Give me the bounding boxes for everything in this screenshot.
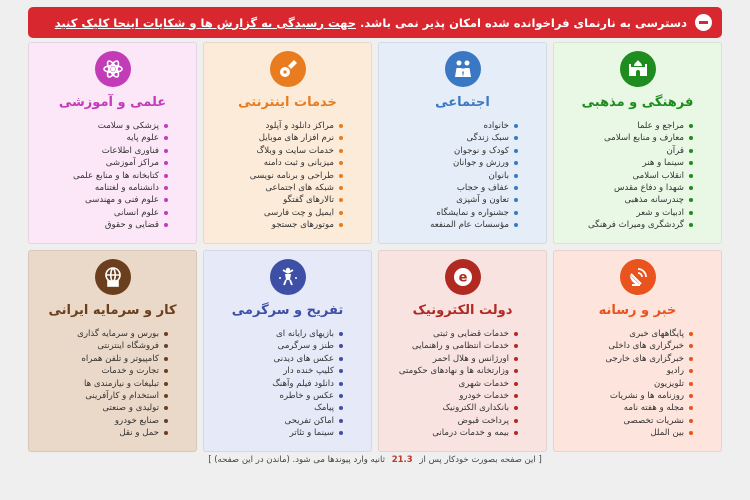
category-link-list <box>387 328 538 440</box>
category-title[interactable]: فرهنگی و مذهبی <box>581 95 694 110</box>
category-link[interactable]: بورس و سرمایه گذاری <box>37 328 168 340</box>
category-link[interactable]: فروشگاه اینترنتی <box>37 340 168 352</box>
category-link[interactable]: ادبیات و شعر <box>562 207 693 219</box>
category-link[interactable]: علوم انسانی <box>37 207 168 219</box>
satellite-dish-icon <box>620 259 656 295</box>
svg-text:e: e <box>458 270 467 286</box>
e-government-icon <box>445 259 481 295</box>
category-card <box>553 250 722 452</box>
category-link[interactable]: نرم افزار های موبایل <box>212 132 343 144</box>
globe-briefcase-icon <box>95 259 131 295</box>
category-link[interactable]: مؤسسات عام المنفعه <box>387 219 518 231</box>
category-link[interactable]: خدمات سایت و وبلاگ <box>212 145 343 157</box>
category-link[interactable]: خدمات خودرو <box>387 390 518 402</box>
countdown-value: 21.3 <box>391 455 413 465</box>
category-link[interactable]: بانوان <box>387 170 518 182</box>
category-link-list <box>212 120 363 232</box>
category-link-list <box>212 328 363 440</box>
category-title[interactable]: اجتماعی <box>435 95 490 110</box>
category-link[interactable]: سبک زندگی <box>387 132 518 144</box>
category-link[interactable]: پزشکی و سلامت <box>37 120 168 132</box>
footer-suffix[interactable]: ثانیه وارد پیوندها می شود. (ماندن در این صفحه) ] <box>208 455 386 465</box>
minus-circle-icon <box>695 14 712 31</box>
atom-icon <box>95 51 131 87</box>
category-link[interactable]: قضایی و حقوق <box>37 219 168 231</box>
category-card <box>553 42 722 244</box>
category-link[interactable]: کلیپ خنده دار <box>212 365 343 377</box>
category-link[interactable]: تبلیغات و نیازمندی ها <box>37 378 168 390</box>
footer-prefix: [ این صفحه بصورت خودکار پس از <box>419 455 542 465</box>
category-link-list <box>37 120 188 232</box>
category-link[interactable]: موتورهای جستجو <box>212 219 343 231</box>
category-link[interactable]: خبرگزاری های خارجی <box>562 353 693 365</box>
category-link[interactable]: عفاف و حجاب <box>387 182 518 194</box>
category-link[interactable]: روزنامه ها و نشریات <box>562 390 693 402</box>
category-link[interactable]: عکس و خاطره <box>212 390 343 402</box>
category-title[interactable]: خدمات اینترنتی <box>238 95 337 110</box>
category-link[interactable]: خبرگزاری های داخلی <box>562 340 693 352</box>
category-link[interactable]: عکس های دیدنی <box>212 353 343 365</box>
category-link[interactable]: تالارهای گفتگو <box>212 194 343 206</box>
category-card <box>28 42 197 244</box>
category-link[interactable]: تلویزیون <box>562 378 693 390</box>
category-link-list <box>562 120 713 232</box>
category-link[interactable]: گردشگری ومیراث فرهنگی <box>562 219 693 231</box>
category-link[interactable]: دانشنامه و لغتنامه <box>37 182 168 194</box>
category-link[interactable]: مجله و هفته نامه <box>562 402 693 414</box>
category-link[interactable]: تجارت و خدمات <box>37 365 168 377</box>
category-link[interactable]: خدمات قضایی و ثبتی <box>387 328 518 340</box>
category-link[interactable]: دانلود فیلم وآهنگ <box>212 378 343 390</box>
category-link[interactable]: ایمیل و چت فارسی <box>212 207 343 219</box>
category-link[interactable]: فناوری اطلاعات <box>37 145 168 157</box>
category-link[interactable]: تولیدی و صنعتی <box>37 402 168 414</box>
category-link[interactable]: علوم پایه <box>37 132 168 144</box>
category-link[interactable]: مراجع و علما <box>562 120 693 132</box>
category-link[interactable]: استخدام و کارآفرینی <box>37 390 168 402</box>
category-link[interactable]: کامپیوتر و تلفن همراه <box>37 353 168 365</box>
category-link[interactable]: کتابخانه ها و منابع علمی <box>37 170 168 182</box>
party-icon <box>270 259 306 295</box>
category-link[interactable]: شبکه های اجتماعی <box>212 182 343 194</box>
report-link[interactable]: جهت رسیدگی به گزارش ها و شکایات اینجا کلیک کنید <box>54 15 357 30</box>
category-link[interactable]: نشریات تخصصی <box>562 415 693 427</box>
mosque-icon <box>620 51 656 87</box>
category-title[interactable]: کار و سرمایه ایرانی <box>48 303 177 318</box>
access-denied-alert <box>28 7 722 38</box>
category-link[interactable]: چندرسانه مذهبی <box>562 194 693 206</box>
alert-text: دسترسی به نارنمای فراخوانده شده امکان پذیر نمی باشد. <box>360 15 687 30</box>
category-link[interactable]: طراحی و برنامه نویسی <box>212 170 343 182</box>
category-link[interactable]: بین الملل <box>562 427 693 439</box>
category-link[interactable]: وزارتخانه ها و نهادهای حکومتی <box>387 365 518 377</box>
category-title[interactable]: خبر و رسانه <box>598 303 677 318</box>
category-link[interactable]: جشنواره و نمایشگاه <box>387 207 518 219</box>
category-link[interactable]: بیمه و خدمات درمانی <box>387 427 518 439</box>
category-link-list <box>387 120 538 232</box>
guitar-icon <box>270 51 306 87</box>
category-link[interactable]: کودک و نوجوان <box>387 145 518 157</box>
category-link[interactable]: خدمات انتظامی و راهنمایی <box>387 340 518 352</box>
category-grid <box>28 42 722 452</box>
category-link[interactable]: بانکداری الکترونیک <box>387 402 518 414</box>
category-link[interactable]: خانواده <box>387 120 518 132</box>
category-link[interactable]: طنز و سرگرمی <box>212 340 343 352</box>
category-link[interactable]: تعاون و آشپزی <box>387 194 518 206</box>
category-card <box>203 42 372 244</box>
category-link[interactable]: مراکز آموزشی <box>37 157 168 169</box>
category-card <box>378 250 547 452</box>
category-link[interactable]: علوم فنی و مهندسی <box>37 194 168 206</box>
category-link[interactable]: پیامک <box>212 402 343 414</box>
category-link[interactable]: اورژانس و هلال احمر <box>387 353 518 365</box>
category-link[interactable]: معارف و منابع اسلامی <box>562 132 693 144</box>
redirect-footer <box>0 455 750 465</box>
category-link[interactable]: بازیهای رایانه ای <box>212 328 343 340</box>
category-link-list <box>37 328 188 440</box>
category-title[interactable]: دولت الکترونیک <box>412 303 513 318</box>
category-link[interactable]: پایگاههای خبری <box>562 328 693 340</box>
category-title[interactable]: تفریح و سرگرمی <box>231 303 344 318</box>
category-link[interactable]: شهدا و دفاع مقدس <box>562 182 693 194</box>
category-link[interactable]: میزبانی و ثبت دامنه <box>212 157 343 169</box>
category-link[interactable]: صنایع خودرو <box>37 415 168 427</box>
category-link[interactable]: رادیو <box>562 365 693 377</box>
category-link[interactable]: قرآن <box>562 145 693 157</box>
category-link[interactable]: سینما و هنر <box>562 157 693 169</box>
category-title[interactable]: علمی و آموزشی <box>58 95 167 110</box>
category-link[interactable]: حمل و نقل <box>37 427 168 439</box>
category-link[interactable]: اماکن تفریحی <box>212 415 343 427</box>
category-link[interactable]: ورزش و جوانان <box>387 157 518 169</box>
category-link[interactable]: انقلاب اسلامی <box>562 170 693 182</box>
family-icon <box>445 51 481 87</box>
category-link[interactable]: پرداخت قبوض <box>387 415 518 427</box>
category-card <box>203 250 372 452</box>
category-card <box>378 42 547 244</box>
category-link-list <box>562 328 713 440</box>
category-link[interactable]: خدمات شهری <box>387 378 518 390</box>
category-link[interactable]: سینما و تئاتر <box>212 427 343 439</box>
category-card <box>28 250 197 452</box>
category-link[interactable]: مراکز دانلود و آپلود <box>212 120 343 132</box>
